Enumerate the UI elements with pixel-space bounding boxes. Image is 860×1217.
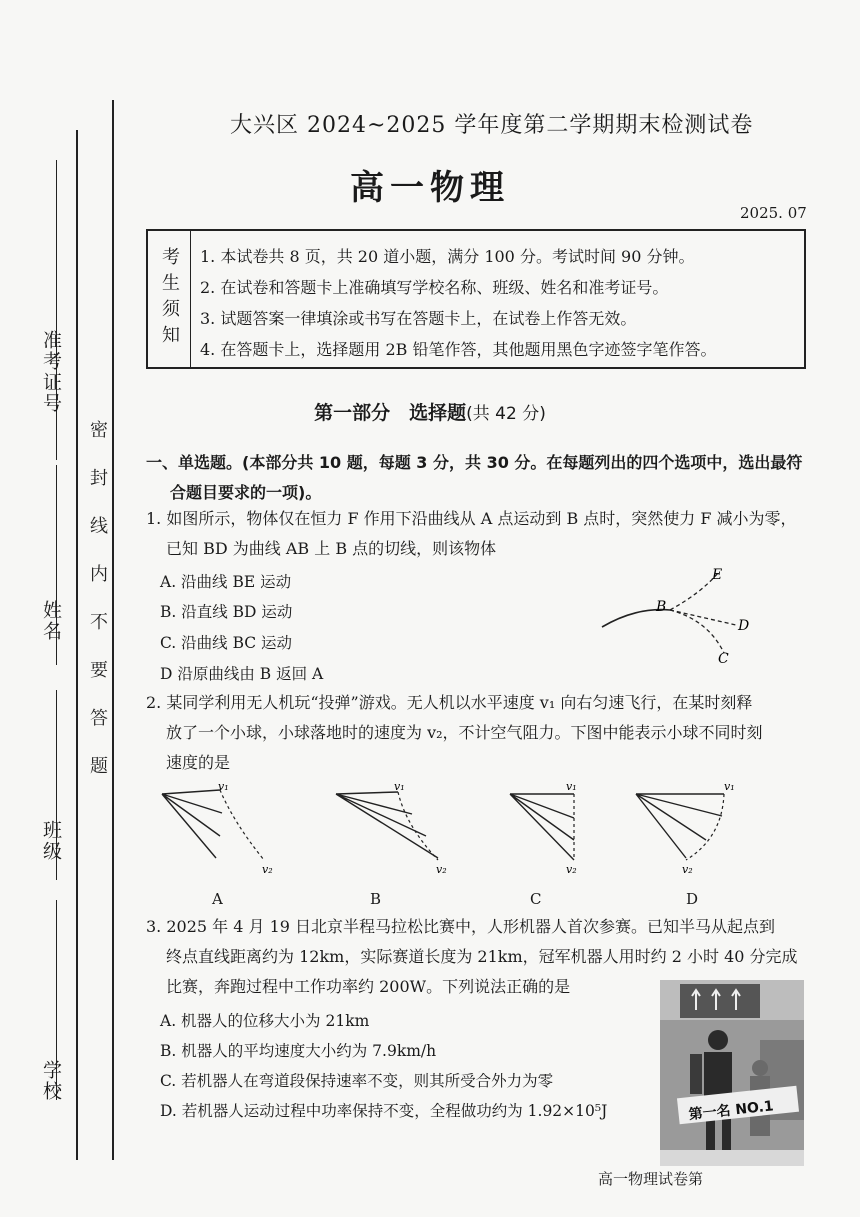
notice-head: [148, 231, 191, 367]
q1-label-d: D: [738, 618, 750, 634]
part-score: (共 42 分): [466, 404, 546, 424]
exam-id-label: 准考证号: [40, 330, 62, 414]
notice-item: 3. 试题答案一律填涂或书写在答题卡上，在试卷上作答无效。: [200, 309, 637, 328]
q2-b-v1: v₁: [394, 780, 405, 793]
q2-a-v2: v₂: [262, 863, 273, 876]
notice-item: 4. 在答题卡上，选择题用 2B 铅笔作答，其他题用黑色字迹签字笔作答。: [200, 340, 717, 359]
candidate-notice-box: [146, 229, 806, 369]
margin-line-inner: [112, 100, 114, 1160]
q3-line: 终点直线距离约为 12km，实际赛道长度为 21km，冠军机器人用时约 2 小时 40 分完成: [166, 947, 798, 966]
notice-list: [200, 241, 716, 365]
q2-diagram-d: [632, 778, 762, 878]
q2-stem: [146, 688, 763, 778]
q1-option-b: B. 沿直线 BD 运动: [160, 603, 293, 621]
class-label: 班级: [40, 820, 62, 862]
q2-diagram-c: [506, 778, 596, 878]
q1-label-e: E: [712, 567, 723, 583]
notice-item: 1. 本试卷共 8 页，共 20 道小题，满分 100 分。考试时间 90 分钟。: [200, 247, 695, 266]
q3-line: 3. 2025 年 4 月 19 日北京半程马拉松比赛中，人形机器人首次参赛。已知半马从起点到: [146, 917, 776, 936]
section-line: 一、单选题。(本部分共 10 题，每题 3 分，共 30 分。在每题列出的四个选项中，选出最符: [146, 453, 803, 472]
q1-label-b: B: [656, 599, 667, 615]
exam-date: 2025. 07: [740, 204, 807, 222]
name-label: 姓名: [40, 600, 62, 642]
q2-b-v2: v₂: [436, 863, 447, 876]
notice-head-label: 考生须知: [159, 247, 180, 351]
q3-option-a: A. 机器人的位移大小为 21km: [160, 1012, 370, 1030]
q3-option-b: B. 机器人的平均速度大小约为 7.9km/h: [160, 1042, 437, 1060]
page-footer: 高一物理试卷第: [598, 1170, 704, 1188]
q2-choice-a: A: [212, 890, 223, 908]
seal-line-text: 密封线内不要答题: [87, 420, 108, 804]
subject-title: 高一物理: [350, 168, 510, 208]
q2-d-v2: v₂: [682, 863, 693, 876]
q1-trajectory-figure: [596, 565, 776, 670]
q1-line: 1. 如图所示，物体仅在恒力 F 作用下沿曲线从 A 点运动到 B 点时，突然使力 F 减小为零，: [146, 509, 797, 528]
part-heading: [0, 398, 860, 425]
q2-choice-b: B: [370, 890, 382, 908]
q3-option-c: C. 若机器人在弯道段保持速率不变，则其所受合外力为零: [160, 1072, 554, 1090]
robot-race-photo: [660, 980, 804, 1166]
photo-banner-text: 第一名 NO.1: [687, 1098, 775, 1124]
exam-title-line: 大兴区 2024~2025 学年度第二学期期末检测试卷: [230, 113, 754, 138]
notice-item: 2. 在试卷和答题卡上准确填写学校名称、班级、姓名和准考证号。: [200, 278, 669, 297]
q1-label-c: C: [718, 651, 729, 667]
q2-diagram-b: [332, 778, 462, 878]
q1-option-c: C. 沿曲线 BC 运动: [160, 634, 293, 652]
q1-option-d: D 沿原曲线由 B 返回 A: [160, 665, 324, 683]
q2-diagram-a: [158, 778, 288, 878]
q2-line: 速度的是: [166, 753, 231, 772]
robot-race-photo-art: [660, 980, 804, 1166]
q2-line: 2. 某同学利用无人机玩“投弹”游戏。无人机以水平速度 v₁ 向右匀速飞行，在某时刻释: [146, 693, 753, 712]
margin-line-outer: [76, 130, 78, 1160]
section-line: 合题目要求的一项)。: [170, 483, 322, 502]
q2-choice-c: C: [530, 890, 542, 908]
q3-option-d: D. 若机器人运动过程中功率保持不变，全程做功约为 1.92×10⁵J: [160, 1102, 608, 1120]
q2-choice-d: D: [686, 890, 699, 908]
school-label: 学校: [40, 1060, 62, 1102]
q2-a-v1: v₁: [218, 780, 229, 793]
part-title: 第一部分 选择题: [314, 402, 467, 424]
q1-line: 已知 BD 为曲线 AB 上 B 点的切线，则该物体: [166, 539, 497, 558]
q2-c-v2: v₂: [566, 863, 577, 876]
q2-d-v1: v₁: [724, 780, 735, 793]
q2-c-v1: v₁: [566, 780, 577, 793]
q3-line: 比赛，奔跑过程中工作功率约 200W。下列说法正确的是: [166, 977, 571, 996]
q1-option-a: A. 沿曲线 BE 运动: [160, 573, 292, 591]
q1-stem: [146, 504, 797, 564]
section-instructions: [146, 448, 816, 508]
q2-line: 放了一个小球，小球落地时的速度为 v₂，不计空气阻力。下图中能表示小球不同时刻: [166, 723, 763, 742]
